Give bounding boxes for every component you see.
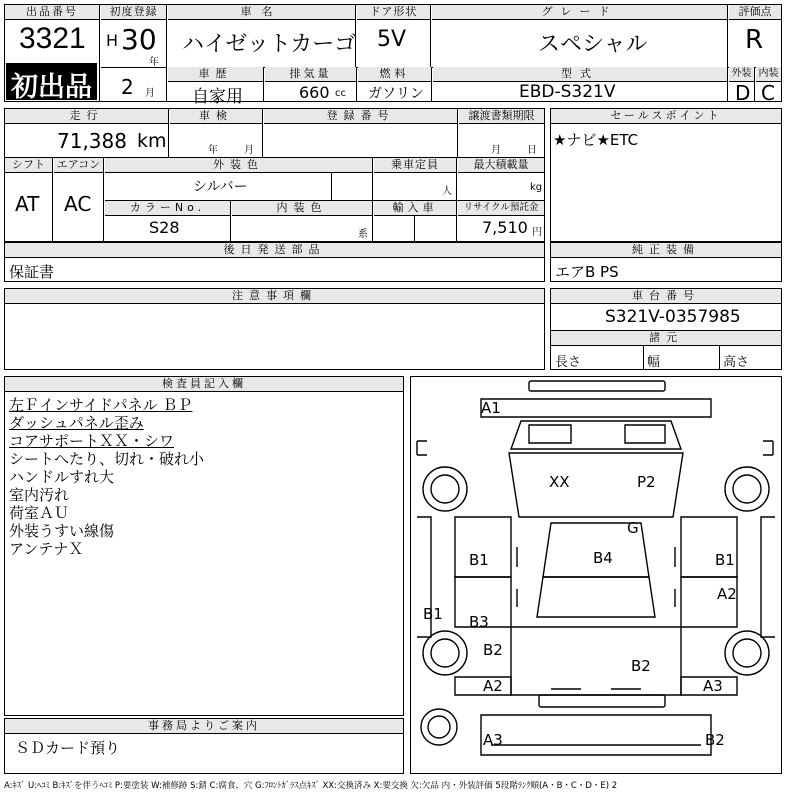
damage-mark: A1 [481,399,501,417]
transfer-day-unit: 日 [527,145,537,156]
interior-label: 内装 [756,67,781,82]
ac-label: エアコン [54,158,103,173]
lot-number: 3321 [19,22,86,55]
interior-score: C [761,81,775,105]
grade: スペシャル [538,32,648,57]
inspector-line: コアサポートＸＸ・シワ [9,432,175,450]
model: EBD-S321V [519,82,616,102]
notes-label: 注意事項欄 [5,289,544,304]
exterior-score: D [735,81,751,105]
inspection-label: 車検 [170,109,262,124]
car-name: ハイゼットカーゴ [182,32,357,57]
inspector-line: 左Ｆインサイドパネル ＢＰ [9,396,193,414]
damage-mark: P2 [637,473,656,491]
chassis-label: 車台番号 [551,289,781,304]
sales-point-block [550,108,782,242]
inspector-line: 外装うすい線傷 [9,522,115,540]
model-cell [433,67,728,101]
damage-mark: G [627,519,639,537]
color-no-cell [105,201,231,241]
inspector-line: シートへたり、切れ・破れ小 [9,450,205,468]
reg-month: 2 [121,75,134,99]
exterior-color-label: 外装色 [105,158,372,173]
displacement: 660 [299,83,330,102]
notes-block [4,288,545,370]
recycle-label: リサイクル預託金 [458,201,544,216]
mileage-cell [5,109,169,157]
genuine-equipment: エアB PS [555,263,619,281]
displacement-label: 排気量 [265,67,356,82]
damage-mark: A3 [703,677,723,695]
reg-number-cell [264,109,458,157]
ac: AC [64,192,92,216]
later-parts: 保証書 [9,263,55,281]
lot-number-cell [5,5,100,101]
inspection-month-unit: 月 [244,145,254,156]
genuine-label: 純正装備 [551,243,781,258]
damage-mark: B1 [469,551,489,569]
inspection-cell [170,109,263,157]
inspector-line: アンテナＸ [9,540,84,558]
mileage-label: 走行 [5,109,168,124]
max-load-unit: kg [530,182,543,193]
chassis-number: S321V-0357985 [605,307,741,327]
history: 自家用 [192,87,243,107]
model-label: 型式 [433,67,727,82]
exterior-cell [729,67,755,105]
interior-color-unit: 系 [358,229,368,240]
inspector-line: ハンドルすれ大 [9,468,115,486]
recycle-amount: 7,510 [482,218,528,237]
inspector-label: 検査員記入欄 [5,377,403,392]
reg-month-unit: 月 [145,88,155,99]
exterior-label: 外装 [729,67,754,82]
sales-point-label: セールスポイント [551,109,781,124]
dims-label: 諸元 [551,331,781,346]
car-name-cell [168,5,356,67]
damage-mark: B3 [469,613,489,631]
damage-mark: XX [549,473,570,491]
reg-year: 30 [121,23,157,56]
exterior-color: シルバー [193,179,248,195]
import-cell [374,201,457,241]
damage-mark: B2 [483,641,503,659]
transfer-month-unit: 月 [491,145,501,156]
office-block [4,718,404,774]
interior-color-cell [232,201,373,241]
lot-number-label: 出品番号 [5,5,99,20]
transfer-label: 譲渡書類期限 [459,109,544,124]
fuel: ガソリン [368,86,424,102]
first-reg-label: 初度登録 [101,5,166,20]
era: H [106,31,119,50]
door-label: ドア形状 [357,5,430,20]
height-label: 高さ [723,355,750,370]
damage-mark: B1 [715,551,735,569]
width-label: 幅 [647,355,661,370]
inspector-line: ダッシュパネル歪み [9,414,144,432]
reg-year-unit: 年 [149,57,159,68]
recycle-unit: 円 [532,227,542,238]
vehicle-info-block [4,108,545,242]
genuine-equipment-block [550,242,782,282]
first-reg-cell [101,5,167,101]
mileage-unit: km [137,130,167,152]
fuel-label: 燃料 [358,67,431,82]
score-label: 評価点 [729,5,781,20]
max-load-label: 最大積載量 [458,158,544,173]
color-no-label: カラーNo. [105,201,230,216]
door-cell [357,5,431,67]
shift-label: シフト [5,158,52,173]
inspector-lines [9,396,204,558]
damage-mark: B2 [705,731,725,749]
capacity-unit: 人 [442,186,452,197]
inspector-line: 荷室ＡＵ [9,504,70,522]
shift: AT [15,192,40,216]
first-listing-label: 初出品 [11,72,92,103]
damage-mark: B2 [631,657,651,675]
reg-number-label: 登録番号 [264,109,457,124]
car-outline-diagram [411,377,781,773]
history-label: 車歴 [168,67,263,82]
color-no: S28 [149,218,180,237]
interior-color-label: 内装色 [232,201,372,216]
import-label: 輸入車 [374,201,456,216]
office-label: 事務局よりご案内 [5,719,403,734]
history-cell [168,67,264,107]
damage-mark: B4 [593,549,613,567]
damage-mark: A3 [483,731,503,749]
interior-cell [756,67,781,105]
sales-point: ★ナビ★ETC [553,131,639,149]
damage-mark: A2 [717,585,737,603]
ac-cell [54,158,104,241]
legend: A:ｷｽﾞ U:ﾍｺﾐ B:ｷｽﾞを伴うﾍｺﾐ P:要塗装 W:補修跡 S:錆 C:腐食、穴 G:ﾌﾛﾝﾄｶﾞﾗｽ点ｷｽﾞ XX:交換済み X:要交換 欠:欠品 内・外装評価 5段階ﾗﾝｸ順(A・B・C・D・E) 2 [4,781,618,791]
score-cell [729,5,781,67]
capacity-cell [374,158,457,200]
grade-label: グレード [432,5,727,20]
inspector-line: 室内汚れ [9,486,70,504]
mileage: 71,388 [57,129,127,153]
displacement-unit: cc [335,88,346,99]
fuel-cell [358,67,432,101]
car-name-label: 車名 [168,5,355,20]
displacement-cell [265,67,357,101]
inspection-year-unit: 年 [208,145,218,156]
office-note: ＳＤカード預り [15,739,121,757]
damage-diagram [410,376,782,774]
grade-cell [432,5,728,67]
capacity-label: 乗車定員 [374,158,456,173]
first-listing-badge [6,63,97,103]
door-type: 5V [377,27,407,52]
damage-mark: A2 [483,677,503,695]
damage-mark: B1 [423,605,443,623]
exterior-color-cell [105,158,373,200]
chassis-block [550,288,782,370]
max-load-cell [458,158,544,200]
top-block [4,4,782,107]
recycle-cell [458,201,544,241]
length-label: 長さ [555,355,582,370]
later-parts-block [4,242,545,282]
shift-cell [5,158,53,241]
inspector-block [4,376,404,716]
transfer-cell [459,109,544,157]
later-parts-label: 後日発送部品 [5,243,544,258]
score: R [745,25,764,55]
